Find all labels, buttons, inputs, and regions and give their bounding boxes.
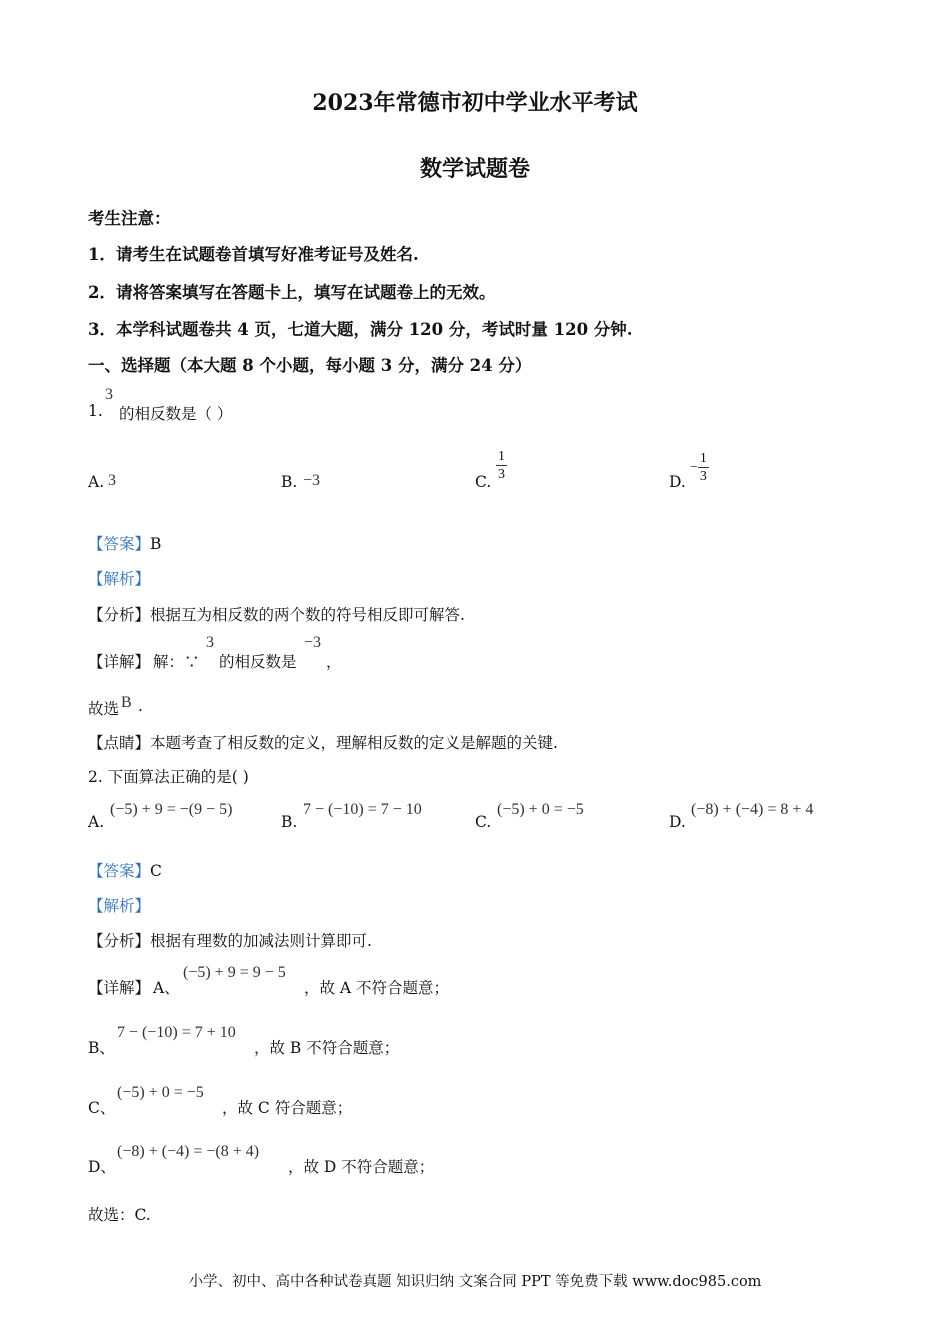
notice-heading: 考生注意： xyxy=(88,209,171,228)
notice-item-3: 3．本学科试题卷共 4 页，七道大题，满分 120 分，考试时量 120 分钟. xyxy=(88,320,633,339)
section-heading: 一、选择题（本大题 8 个小题，每小题 3 分，满分 24 分） xyxy=(88,356,532,375)
q2-option-d-value: (−8) + (−4) = 8 + 4 xyxy=(691,801,814,818)
q1-option-a-label: A. xyxy=(88,473,105,491)
q1-option-b-label: B. xyxy=(281,473,298,491)
q1-xiangjie-expr-b: −3 xyxy=(304,634,322,651)
q1-dianjing xyxy=(88,731,558,753)
q2-detail-b-prefix: B、 xyxy=(88,1039,115,1057)
q1-xiangjie-tag: 【详解】 xyxy=(88,653,151,671)
q1-option-c-label: C. xyxy=(475,473,492,491)
q1-choose-value: B xyxy=(121,694,132,711)
q2-detail-d-expr: (−8) + (−4) = −(8 + 4) xyxy=(117,1143,260,1160)
answer-tag: 【答案】 xyxy=(88,535,151,553)
fenxi-tag: 【分析】 xyxy=(88,606,151,624)
page-title: 2023年常德市初中学业水平考试 xyxy=(312,90,638,116)
q2-detail-a-post: ，故 A 不符合题意； xyxy=(304,979,450,997)
q1-option-d-fraction xyxy=(690,452,709,484)
q2-detail-d-prefix: D、 xyxy=(88,1158,116,1176)
q2-detail-d-post: ，故 D 不符合题意； xyxy=(288,1158,435,1176)
q2-xiangjie-tag: 【详解】 xyxy=(88,979,151,997)
q1-analysis-tag: 【解析】 xyxy=(88,570,151,588)
q2-detail-a-expr: (−5) + 9 = 9 − 5 xyxy=(183,964,286,981)
q1-choose-end: . xyxy=(138,697,143,715)
q2-option-a-label: A. xyxy=(88,813,105,831)
q2-choose: 故选：C. xyxy=(88,1206,151,1224)
q2-option-c-value: (−5) + 0 = −5 xyxy=(497,801,584,818)
q2-fenxi xyxy=(88,929,372,951)
q2-option-d-label: D. xyxy=(669,813,686,831)
dianjing-tag: 【点睛】 xyxy=(88,734,151,752)
q2-detail-a-prefix: A、 xyxy=(153,979,180,997)
answer-tag: 【答案】 xyxy=(88,862,151,880)
q1-fenxi xyxy=(88,603,465,625)
q2-option-a-value: (−5) + 9 = −(9 − 5) xyxy=(110,801,233,818)
q1-option-d-label: D. xyxy=(669,473,686,491)
dianjing-text: 本题考查了相反数的定义，理解相反数的定义是解题的关键. xyxy=(150,734,558,752)
q2-stem: 2. 下面算法正确的是( ) xyxy=(88,768,249,786)
q1-expression: 3 xyxy=(105,386,113,403)
q2-option-b-label: B. xyxy=(281,813,298,831)
fraction-denominator: 3 xyxy=(699,469,707,484)
fenxi-text: 根据有理数的加减法则计算即可. xyxy=(150,932,372,950)
q2-option-c-label: C. xyxy=(475,813,492,831)
q1-answer xyxy=(88,532,161,554)
q2-detail-b-expr: 7 − (−10) = 7 + 10 xyxy=(117,1024,236,1041)
page-subtitle: 数学试题卷 xyxy=(419,156,530,182)
q2-detail-c-post: ，故 C 符合题意； xyxy=(222,1099,353,1117)
q2-detail-b-post: ，故 B 不符合题意； xyxy=(254,1039,400,1057)
fraction-denominator: 3 xyxy=(498,467,505,482)
q2-option-b-value: 7 − (−10) = 7 − 10 xyxy=(303,801,422,818)
q1-choose-prefix: 故选 xyxy=(88,700,120,718)
answer-value: C xyxy=(150,862,162,880)
notice-item-1: 1．请考生在试题卷首填写好准考证号及姓名. xyxy=(88,245,419,264)
fraction-numerator: 1 xyxy=(699,451,707,466)
q2-analysis-tag: 【解析】 xyxy=(88,897,151,915)
q1-number: 1. xyxy=(88,402,103,420)
q1-option-b-value: −3 xyxy=(303,472,321,489)
fenxi-tag: 【分析】 xyxy=(88,932,151,950)
q1-stem: 的相反数是（ ） xyxy=(119,405,233,423)
q1-xiangjie-expr-a: 3 xyxy=(206,634,214,651)
page-footer: 小学、初中、高中各种试卷真题 知识归纳 文案合同 PPT 等免费下载 www.doc985.com xyxy=(188,1274,762,1290)
minus-sign: − xyxy=(690,460,698,475)
q1-xiangjie-end: ， xyxy=(326,653,342,671)
q1-xiangjie-prefix: 解：∵ xyxy=(153,653,200,671)
fenxi-text: 根据互为相反数的两个数的符号相反即可解答. xyxy=(150,606,465,624)
fraction-numerator: 1 xyxy=(498,449,505,464)
q2-detail-c-prefix: C、 xyxy=(88,1099,116,1117)
q2-answer xyxy=(88,859,162,881)
notice-item-2: 2．请将答案填写在答题卡上，填写在试题卷上的无效。 xyxy=(88,283,496,302)
q1-option-a-value: 3 xyxy=(108,472,116,489)
answer-value: B xyxy=(150,535,162,553)
q2-detail-c-expr: (−5) + 0 = −5 xyxy=(117,1084,204,1101)
q1-xiangjie-mid: 的相反数是 xyxy=(219,653,297,671)
q1-option-c-fraction xyxy=(496,450,507,482)
